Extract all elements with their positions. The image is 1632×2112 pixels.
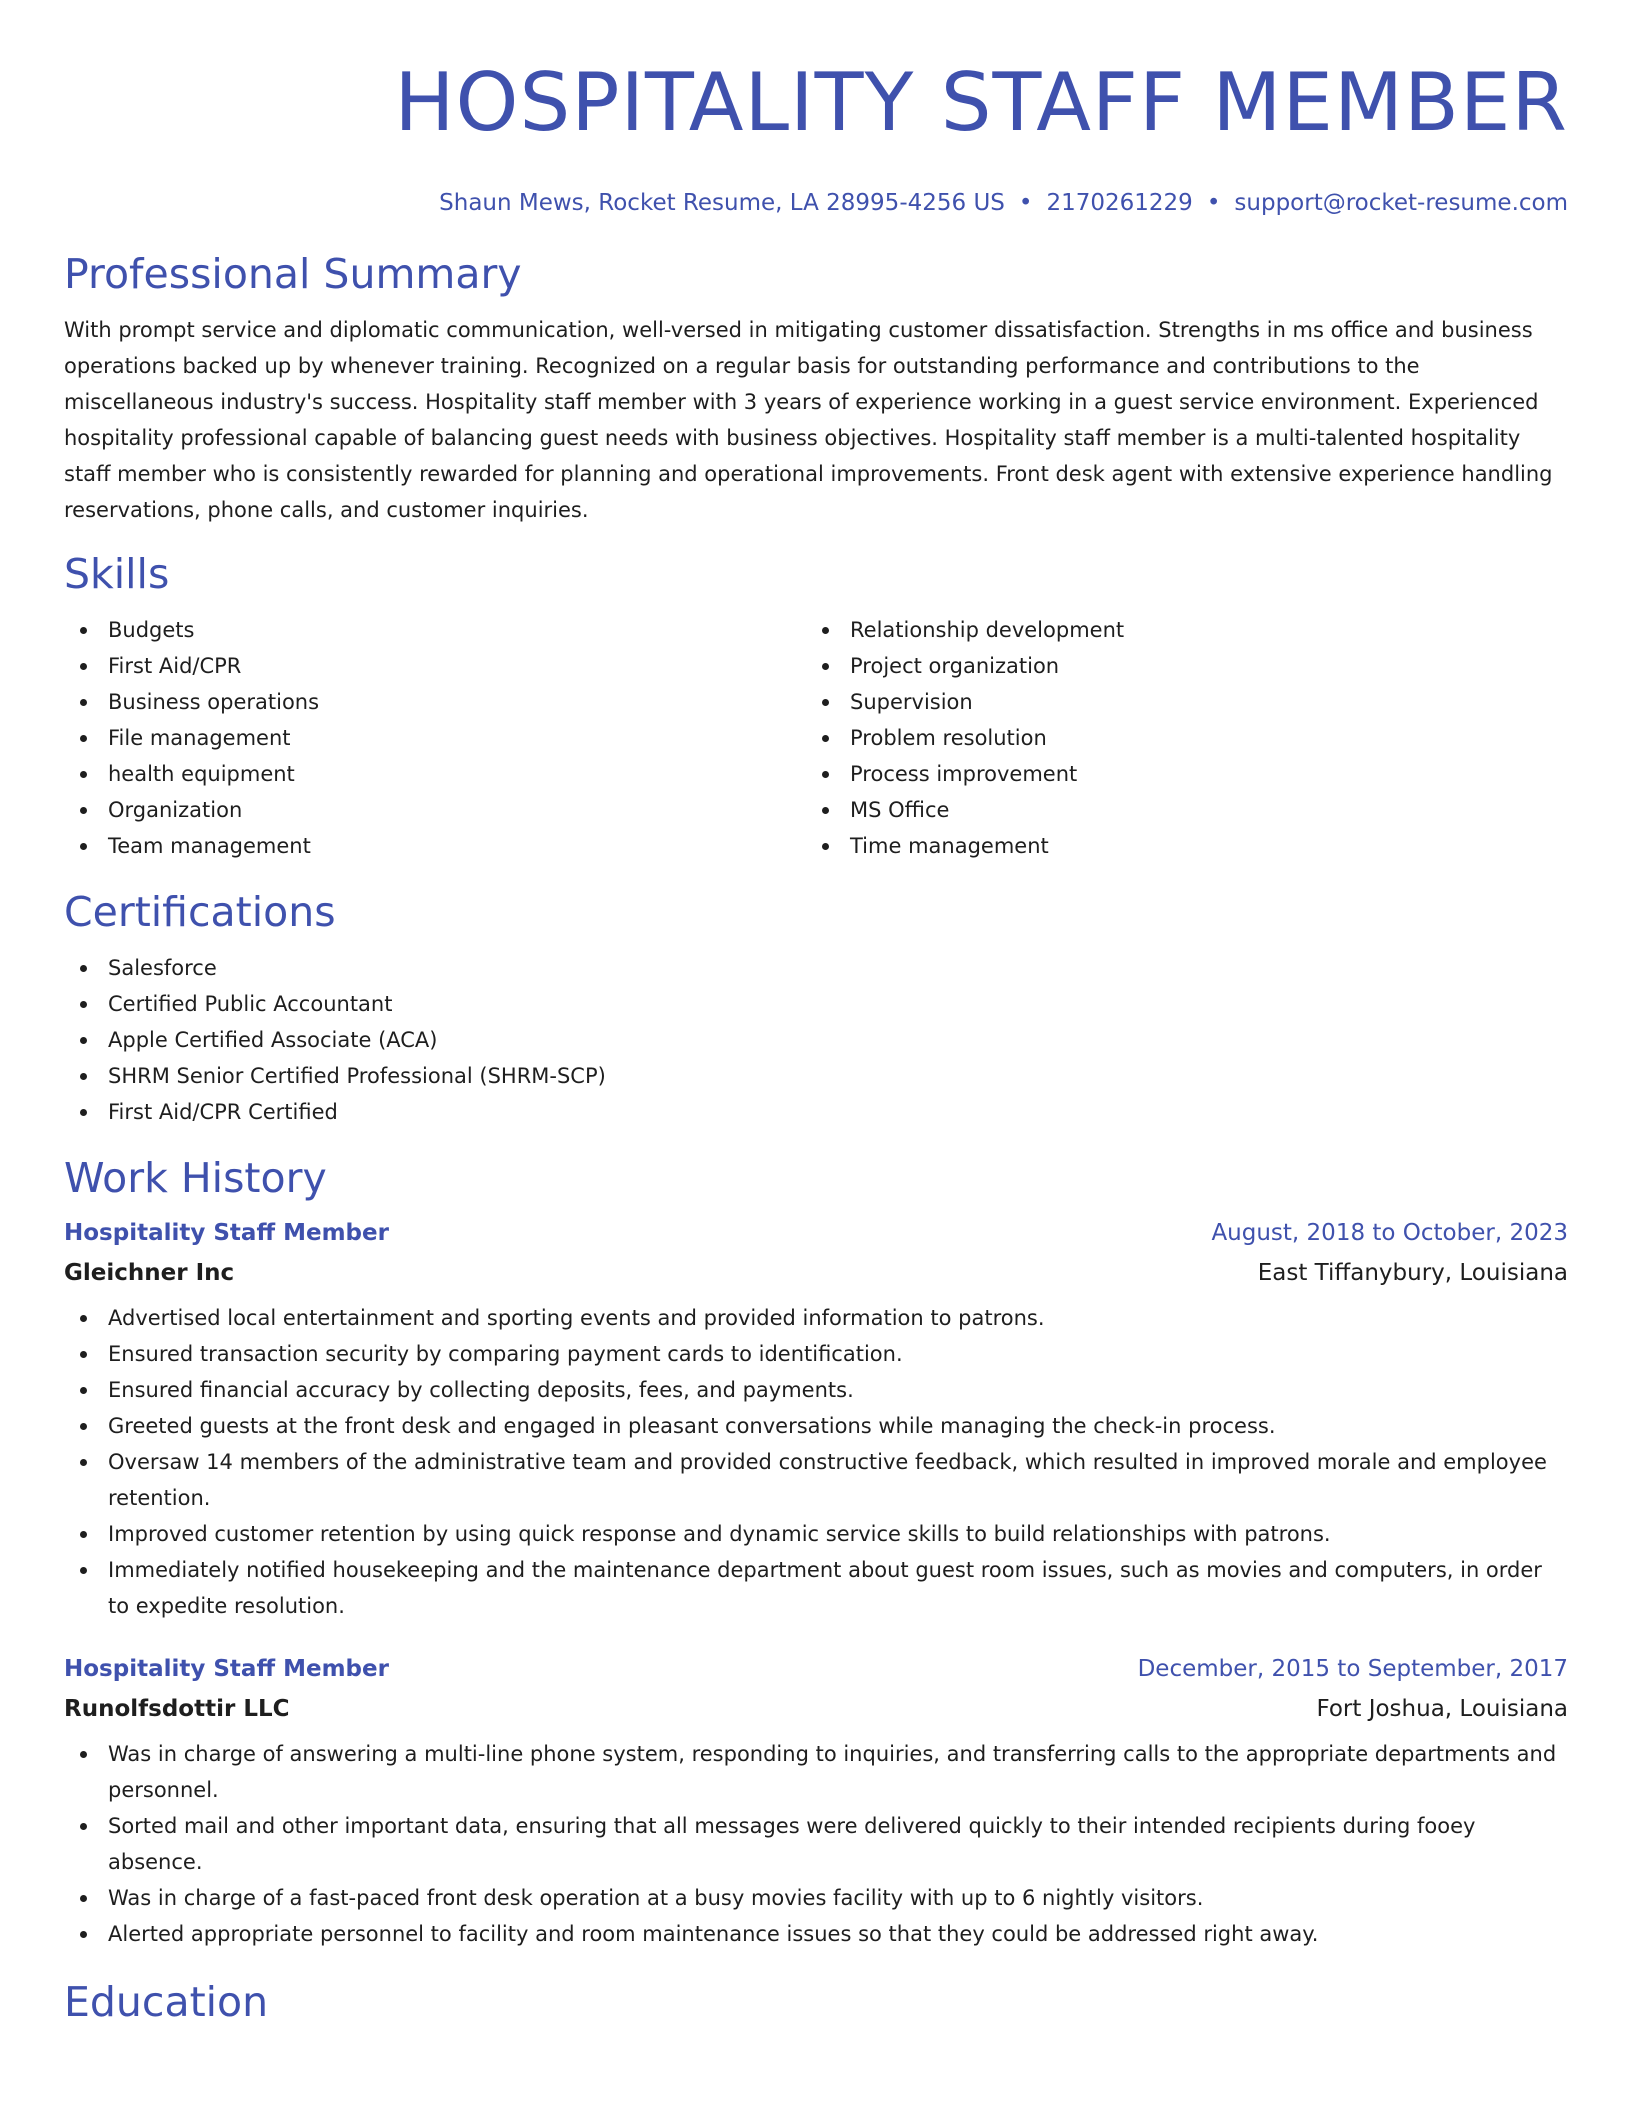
certification-item: First Aid/CPR Certified (64, 1094, 1568, 1130)
contact-line (64, 188, 1568, 218)
separator-dot: • (1206, 190, 1221, 216)
skill-item: Organization (64, 792, 806, 828)
section-title-summary: Professional Summary (64, 250, 522, 298)
certification-item: Certified Public Accountant (64, 986, 1568, 1022)
work-history-section (64, 1152, 1568, 1952)
skill-item: MS Office (806, 792, 1548, 828)
job-duty: Oversaw 14 members of the administrative team and provided constructive feedback, which resulted in improved morale and employee retention. (64, 1444, 1568, 1516)
phone: 2170261229 (1046, 190, 1193, 216)
skill-item: First Aid/CPR (64, 648, 806, 684)
job-entry (64, 1218, 1568, 1624)
company-name: Gleichner Inc (64, 1260, 235, 1286)
skills-columns (64, 612, 1568, 864)
certification-item: Apple Certified Associate (ACA) (64, 1022, 1568, 1058)
skills-list-right (806, 612, 1548, 864)
education-section (64, 1976, 1568, 2028)
job-duties-list (64, 1300, 1568, 1624)
job-company-row (64, 1694, 1568, 1724)
job-entry (64, 1654, 1568, 1952)
job-duty: Advertised local entertainment and sporting events and provided information to patrons. (64, 1300, 1568, 1336)
skill-item: Budgets (64, 612, 806, 648)
skill-item: Process improvement (806, 756, 1548, 792)
job-company-row (64, 1258, 1568, 1288)
job-duty: Ensured financial accuracy by collecting deposits, fees, and payments. (64, 1372, 1568, 1408)
job-duty: Was in charge of answering a multi-line phone system, responding to inquiries, and transferring calls to the appropriate departments and personnel. (64, 1736, 1568, 1808)
job-dates: August, 2018 to October, 2023 (1211, 1220, 1568, 1246)
job-location: East Tiffanybury, Louisiana (1257, 1260, 1568, 1286)
job-title-row (64, 1654, 1568, 1684)
section-title-education: Education (64, 1978, 269, 2026)
skill-item: health equipment (64, 756, 806, 792)
skill-item: Team management (64, 828, 806, 864)
skill-item: Time management (806, 828, 1548, 864)
job-duty: Greeted guests at the front desk and engaged in pleasant conversations while managing the check-in process. (64, 1408, 1568, 1444)
summary-section (64, 248, 1568, 528)
summary-text: With prompt service and diplomatic communication, well-versed in mitigating customer dissatisfaction. Strengths in ms office and business operations backed up by whenever training. Recognized on a regular basis for outstanding performance and contributions to the miscellaneous industry's success. Hospitality staff member with 3 years of experience working in a guest service environment. Experienced hospitality professional capable of balancing guest needs with business objectives. Hospitality staff member is a multi-talented hospitality staff member who is consistently rewarded for planning and operational improvements. Front desk agent with extensive experience handling reservations, phone calls, and customer inquiries. (64, 318, 1553, 522)
job-title: Hospitality Staff Member (64, 1220, 389, 1246)
company-name: Runolfsdottir LLC (64, 1696, 290, 1722)
certification-item: Salesforce (64, 950, 1568, 986)
skills-list-left (64, 612, 806, 864)
resume-header (64, 0, 1568, 218)
section-title-skills: Skills (64, 550, 170, 598)
job-duty: Was in charge of a fast-paced front desk operation at a busy movies facility with up to 6 nightly visitors. (64, 1880, 1568, 1916)
address: Shaun Mews, Rocket Resume, LA 28995-4256 US (439, 190, 1005, 216)
skill-item: File management (64, 720, 806, 756)
section-title-work-history: Work History (64, 1154, 327, 1202)
skill-item: Relationship development (806, 612, 1548, 648)
skill-item: Problem resolution (806, 720, 1548, 756)
separator-dot: • (1018, 190, 1033, 216)
job-duty: Immediately notified housekeeping and the maintenance department about guest room issues, such as movies and computers, in order to expedite resolution. (64, 1552, 1568, 1624)
certification-item: SHRM Senior Certified Professional (SHRM-SCP) (64, 1058, 1568, 1094)
job-title: Hospitality Staff Member (64, 1656, 389, 1682)
candidate-name: HOSPITALITY STAFF MEMBER (394, 56, 1568, 149)
skill-item: Project organization (806, 648, 1548, 684)
job-duty: Alerted appropriate personnel to facility and room maintenance issues so that they could be addressed right away. (64, 1916, 1568, 1952)
job-duty: Ensured transaction security by comparing payment cards to identification. (64, 1336, 1568, 1372)
skill-item: Supervision (806, 684, 1548, 720)
skills-section (64, 548, 1568, 864)
section-title-certifications: Certifications (64, 888, 336, 936)
certifications-list (64, 950, 1568, 1130)
job-duty: Sorted mail and other important data, ensuring that all messages were delivered quickly to their intended recipients during fooey absence. (64, 1808, 1568, 1880)
email-link[interactable]: support@rocket-resume.com (1234, 190, 1568, 216)
job-duty: Improved customer retention by using quick response and dynamic service skills to build relationships with patrons. (64, 1516, 1568, 1552)
skill-item: Business operations (64, 684, 806, 720)
certifications-section (64, 886, 1568, 1130)
job-dates: December, 2015 to September, 2017 (1137, 1656, 1568, 1682)
job-duties-list (64, 1736, 1568, 1952)
job-title-row (64, 1218, 1568, 1248)
job-location: Fort Joshua, Louisiana (1316, 1696, 1568, 1722)
